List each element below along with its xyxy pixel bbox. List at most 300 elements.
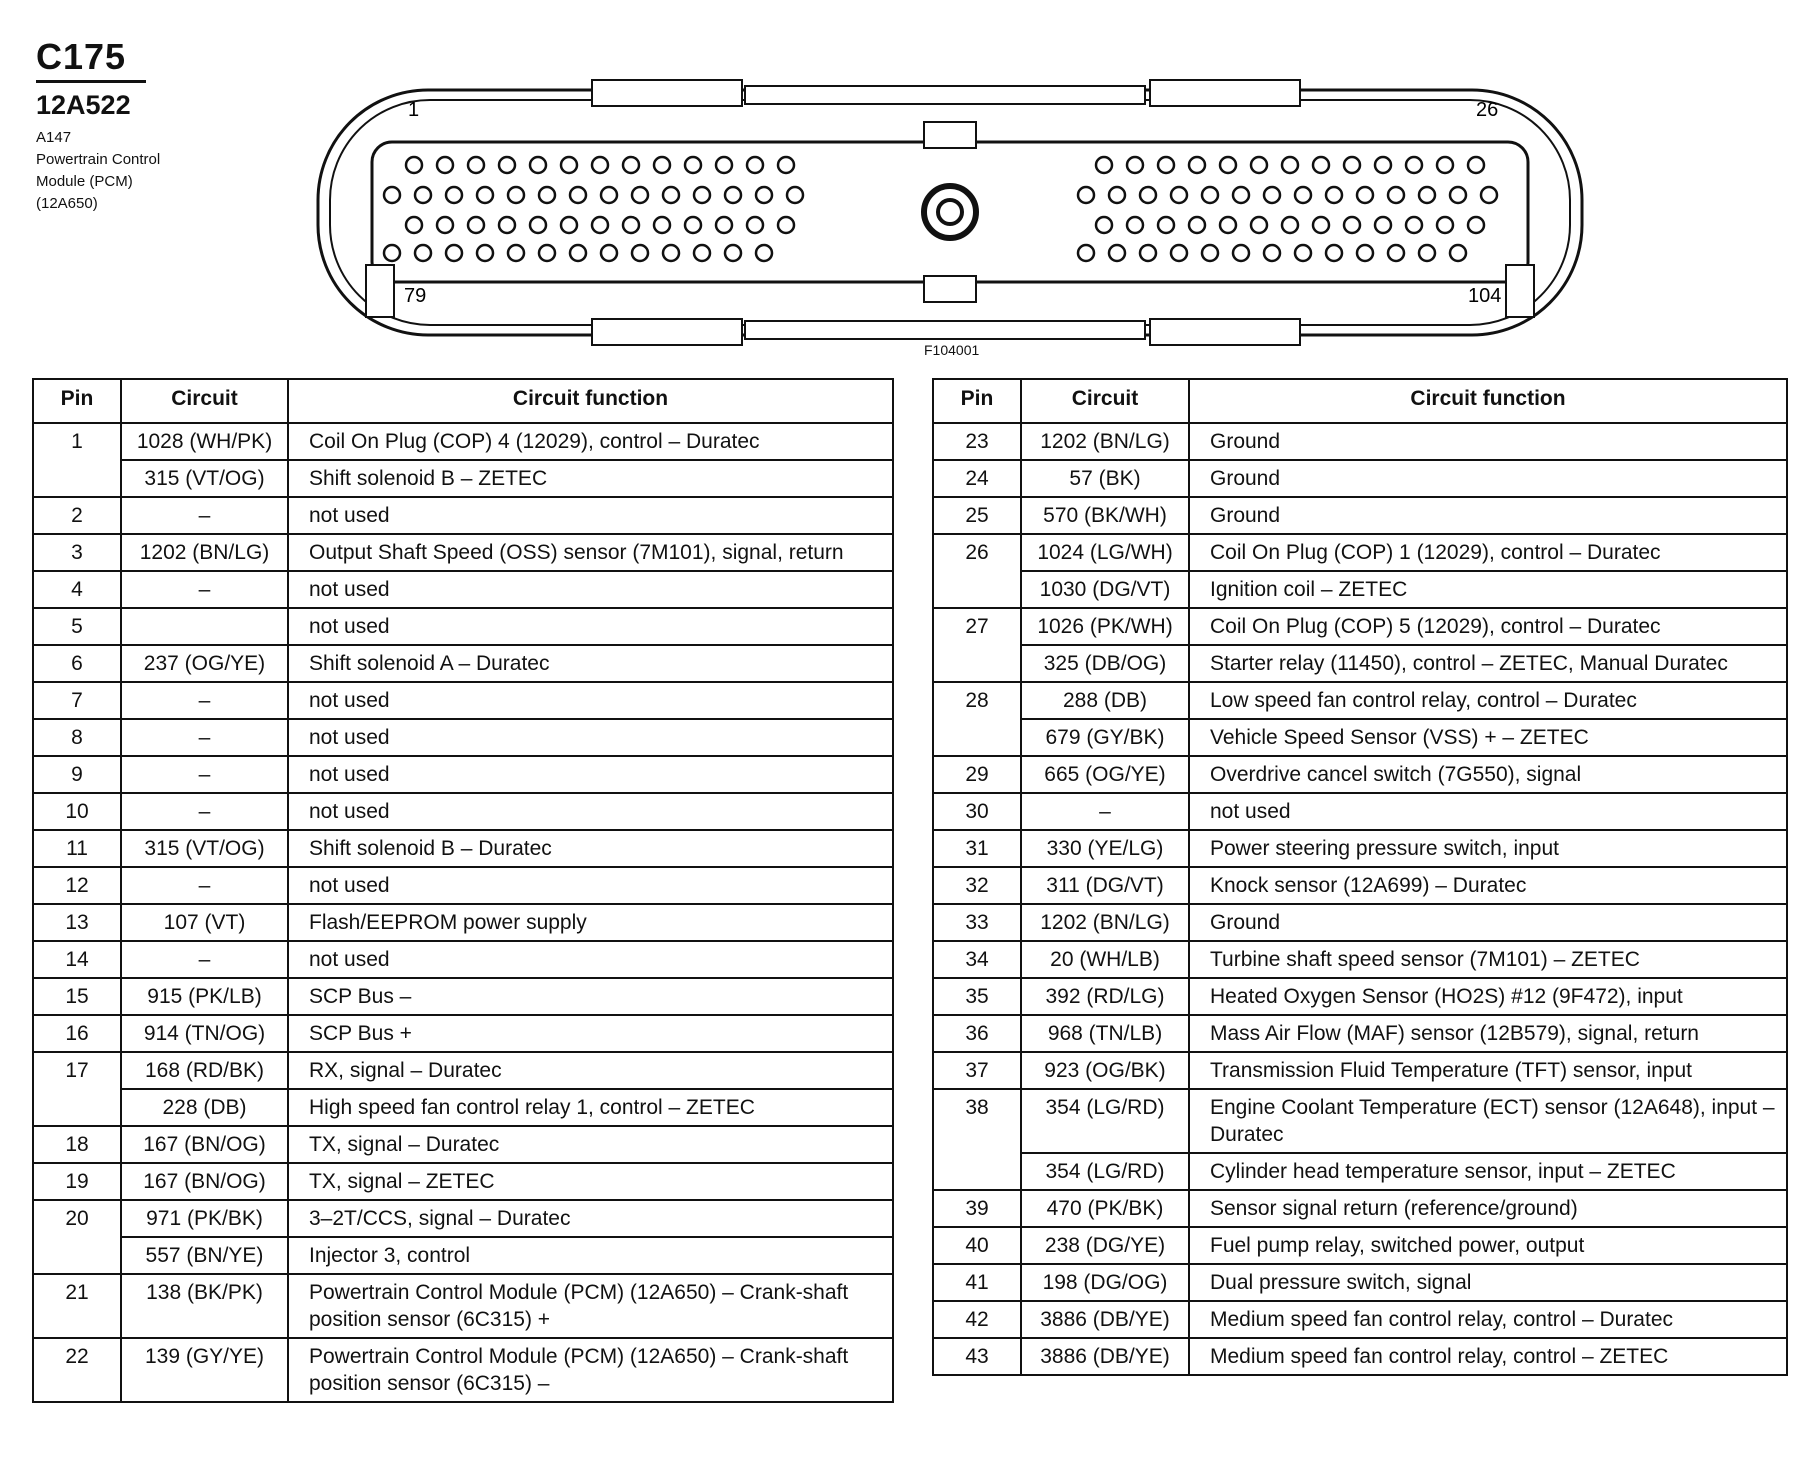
table-row bbox=[33, 423, 893, 460]
circuit-cell: 1202 (BN/LG) bbox=[1021, 904, 1189, 941]
function-cell: RX, signal – Duratec bbox=[288, 1052, 893, 1089]
pin-hole bbox=[1264, 187, 1280, 203]
pin-hole bbox=[1375, 217, 1391, 233]
circuit-cell: – bbox=[121, 793, 288, 830]
circuit-cell: 1030 (DG/VT) bbox=[1021, 571, 1189, 608]
pin-table-left bbox=[32, 378, 894, 1403]
pin-hole bbox=[530, 157, 546, 173]
circuit-cell: 315 (VT/OG) bbox=[121, 460, 288, 497]
table-row bbox=[933, 978, 1787, 1015]
pin-cell: 5 bbox=[33, 608, 121, 645]
pin-hole bbox=[685, 217, 701, 233]
circuit-cell: 1024 (LG/WH) bbox=[1021, 534, 1189, 571]
pin-cell: 4 bbox=[33, 571, 121, 608]
pin-cell: 29 bbox=[933, 756, 1021, 793]
pin-cell: 33 bbox=[933, 904, 1021, 941]
circuit-cell: 914 (TN/OG) bbox=[121, 1015, 288, 1052]
pin-hole bbox=[1233, 187, 1249, 203]
table-row bbox=[933, 1338, 1787, 1375]
function-cell: Sensor signal return (reference/ground) bbox=[1189, 1190, 1787, 1227]
pin-hole bbox=[1158, 157, 1174, 173]
table-row bbox=[933, 645, 1787, 682]
pin-hole bbox=[437, 157, 453, 173]
circuit-cell: 392 (RD/LG) bbox=[1021, 978, 1189, 1015]
module-description bbox=[36, 127, 236, 215]
function-cell: Ground bbox=[1189, 423, 1787, 460]
pin-hole bbox=[437, 217, 453, 233]
circuit-cell: 198 (DG/OG) bbox=[1021, 1264, 1189, 1301]
circuit-cell: 238 (DG/YE) bbox=[1021, 1227, 1189, 1264]
pin-hole bbox=[1140, 245, 1156, 261]
table-header-row bbox=[933, 379, 1787, 423]
circuit-cell: 228 (DB) bbox=[121, 1089, 288, 1126]
function-cell: not used bbox=[288, 719, 893, 756]
pin-cell: 37 bbox=[933, 1052, 1021, 1089]
pin-hole bbox=[592, 217, 608, 233]
pin-hole bbox=[1140, 187, 1156, 203]
function-cell: Dual pressure switch, signal bbox=[1189, 1264, 1787, 1301]
pin-cell: 10 bbox=[33, 793, 121, 830]
function-cell: Shift solenoid B – ZETEC bbox=[288, 460, 893, 497]
table-row bbox=[933, 423, 1787, 460]
latch bbox=[592, 319, 742, 345]
pin-cell: 26 bbox=[933, 534, 1021, 608]
function-cell: SCP Bus – bbox=[288, 978, 893, 1015]
pin-hole bbox=[1468, 157, 1484, 173]
pin-hole bbox=[499, 157, 515, 173]
pin-cell: 28 bbox=[933, 682, 1021, 756]
circuit-cell: 107 (VT) bbox=[121, 904, 288, 941]
pin-cell: 41 bbox=[933, 1264, 1021, 1301]
table-row bbox=[33, 645, 893, 682]
description-line: A147 bbox=[36, 129, 72, 146]
pin-hole bbox=[1096, 157, 1112, 173]
pin-hole bbox=[1189, 157, 1205, 173]
pin-cell: 20 bbox=[33, 1200, 121, 1274]
pin-cell: 39 bbox=[933, 1190, 1021, 1227]
pin-hole bbox=[1419, 187, 1435, 203]
pin-cell: 17 bbox=[33, 1052, 121, 1126]
pin-hole bbox=[1109, 187, 1125, 203]
pin-hole bbox=[1282, 157, 1298, 173]
function-cell: Heated Oxygen Sensor (HO2S) #12 (9F472), input bbox=[1189, 978, 1787, 1015]
function-cell: Powertrain Control Module (PCM) (12A650) – Crank-shaft position sensor (6C315) + bbox=[288, 1274, 893, 1338]
pin-cell: 40 bbox=[933, 1227, 1021, 1264]
circuit-cell: 3886 (DB/YE) bbox=[1021, 1301, 1189, 1338]
pin-cell: 42 bbox=[933, 1301, 1021, 1338]
pin-hole bbox=[1251, 217, 1267, 233]
circuit-cell: 1026 (PK/WH) bbox=[1021, 608, 1189, 645]
function-cell: 3–2T/CCS, signal – Duratec bbox=[288, 1200, 893, 1237]
pin-hole bbox=[477, 187, 493, 203]
pin-hole bbox=[1419, 245, 1435, 261]
table-row bbox=[933, 793, 1787, 830]
pin-hole bbox=[1406, 157, 1422, 173]
circuit-cell: – bbox=[121, 941, 288, 978]
function-cell: Cylinder head temperature sensor, input – ZETEC bbox=[1189, 1153, 1787, 1190]
pin-hole bbox=[1189, 217, 1205, 233]
circuit-cell: – bbox=[121, 497, 288, 534]
function-cell: Injector 3, control bbox=[288, 1237, 893, 1274]
table-row bbox=[933, 497, 1787, 534]
pin-cell: 1 bbox=[33, 423, 121, 497]
circuit-cell: 237 (OG/YE) bbox=[121, 645, 288, 682]
circuit-cell: 315 (VT/OG) bbox=[121, 830, 288, 867]
right-corner-key bbox=[1506, 265, 1534, 317]
table-row bbox=[933, 1015, 1787, 1052]
top-key bbox=[924, 122, 976, 148]
pin-hole bbox=[778, 157, 794, 173]
pin-hole bbox=[716, 157, 732, 173]
function-cell: Engine Coolant Temperature (ECT) sensor (12A648), input – Duratec bbox=[1189, 1089, 1787, 1153]
circuit-cell: 325 (DB/OG) bbox=[1021, 645, 1189, 682]
table-row bbox=[33, 682, 893, 719]
pin-hole bbox=[1326, 187, 1342, 203]
pin-hole bbox=[1357, 245, 1373, 261]
circuit-cell: 1028 (WH/PK) bbox=[121, 423, 288, 460]
pin-header: Pin bbox=[33, 379, 121, 423]
pin-hole bbox=[756, 245, 772, 261]
circuit-cell: 20 (WH/LB) bbox=[1021, 941, 1189, 978]
circuit-cell: 3886 (DB/YE) bbox=[1021, 1338, 1189, 1375]
circuit-cell: – bbox=[121, 682, 288, 719]
description-line: (12A650) bbox=[36, 195, 98, 212]
pin-hole bbox=[1388, 245, 1404, 261]
pin-cell: 25 bbox=[933, 497, 1021, 534]
connector-id: C175 bbox=[36, 36, 127, 77]
table-row bbox=[33, 941, 893, 978]
function-cell: Coil On Plug (COP) 1 (12029), control – Duratec bbox=[1189, 534, 1787, 571]
circuit-cell: – bbox=[1021, 793, 1189, 830]
pin-hole bbox=[530, 217, 546, 233]
function-cell: not used bbox=[288, 867, 893, 904]
function-header: Circuit function bbox=[288, 379, 893, 423]
description-line: Module (PCM) bbox=[36, 173, 133, 190]
pin-cell: 23 bbox=[933, 423, 1021, 460]
pin-hole bbox=[1406, 217, 1422, 233]
circuit-header: Circuit bbox=[1021, 379, 1189, 423]
header-rule bbox=[36, 80, 146, 83]
table-header-row bbox=[33, 379, 893, 423]
function-cell: Ground bbox=[1189, 497, 1787, 534]
function-cell: Ground bbox=[1189, 460, 1787, 497]
pin-hole bbox=[1251, 157, 1267, 173]
pin-hole bbox=[623, 157, 639, 173]
pin-hole bbox=[1127, 217, 1143, 233]
circuit-cell: 915 (PK/LB) bbox=[121, 978, 288, 1015]
function-cell: Ignition coil – ZETEC bbox=[1189, 571, 1787, 608]
circuit-cell: 923 (OG/BK) bbox=[1021, 1052, 1189, 1089]
pin-hole bbox=[570, 245, 586, 261]
pin-cell: 14 bbox=[33, 941, 121, 978]
circuit-cell: 288 (DB) bbox=[1021, 682, 1189, 719]
pin-hole bbox=[384, 187, 400, 203]
table-row bbox=[933, 756, 1787, 793]
function-cell: TX, signal – ZETEC bbox=[288, 1163, 893, 1200]
circuit-cell: 311 (DG/VT) bbox=[1021, 867, 1189, 904]
latch-rail bbox=[745, 321, 1145, 339]
function-cell: TX, signal – Duratec bbox=[288, 1126, 893, 1163]
pin-hole bbox=[1313, 217, 1329, 233]
function-cell: Flash/EEPROM power supply bbox=[288, 904, 893, 941]
table-row bbox=[33, 1089, 893, 1126]
table-row bbox=[933, 682, 1787, 719]
pin-hole bbox=[477, 245, 493, 261]
pin-cell: 24 bbox=[933, 460, 1021, 497]
pin-hole bbox=[1313, 157, 1329, 173]
circuit-cell: 168 (RD/BK) bbox=[121, 1052, 288, 1089]
table-row bbox=[33, 793, 893, 830]
pin-hole bbox=[384, 245, 400, 261]
pin-hole bbox=[1450, 245, 1466, 261]
pin-hole bbox=[778, 217, 794, 233]
pin-cell: 30 bbox=[933, 793, 1021, 830]
left-corner-key bbox=[366, 265, 394, 317]
table-row bbox=[33, 1274, 893, 1338]
pin-hole bbox=[1481, 187, 1497, 203]
function-cell: not used bbox=[288, 793, 893, 830]
table-row bbox=[33, 867, 893, 904]
circuit-cell: 570 (BK/WH) bbox=[1021, 497, 1189, 534]
pin-hole bbox=[539, 245, 555, 261]
table-row bbox=[933, 460, 1787, 497]
pin-hole bbox=[787, 187, 803, 203]
circuit-cell: – bbox=[121, 719, 288, 756]
pin-hole bbox=[663, 245, 679, 261]
latch bbox=[1150, 80, 1300, 106]
function-cell: not used bbox=[288, 756, 893, 793]
pin-hole bbox=[632, 187, 648, 203]
pin-hole bbox=[592, 157, 608, 173]
function-cell: Medium speed fan control relay, control – ZETEC bbox=[1189, 1338, 1787, 1375]
pin-hole bbox=[415, 245, 431, 261]
pin-hole bbox=[716, 217, 732, 233]
function-cell: Knock sensor (12A699) – Duratec bbox=[1189, 867, 1787, 904]
pin-hole bbox=[725, 245, 741, 261]
function-cell: Vehicle Speed Sensor (VSS) + – ZETEC bbox=[1189, 719, 1787, 756]
pin-hole bbox=[1344, 217, 1360, 233]
circuit-cell: – bbox=[121, 756, 288, 793]
pin-hole bbox=[1264, 245, 1280, 261]
table-row bbox=[33, 1200, 893, 1237]
pin-hole bbox=[663, 187, 679, 203]
pin-hole bbox=[468, 217, 484, 233]
table-row bbox=[933, 571, 1787, 608]
pin-hole bbox=[1468, 217, 1484, 233]
circuit-cell: 1202 (BN/LG) bbox=[1021, 423, 1189, 460]
function-cell: Shift solenoid A – Duratec bbox=[288, 645, 893, 682]
pin-cell: 22 bbox=[33, 1338, 121, 1402]
pin-hole bbox=[1127, 157, 1143, 173]
function-cell: Powertrain Control Module (PCM) (12A650) – Crank-shaft position sensor (6C315) – bbox=[288, 1338, 893, 1402]
pin-hole bbox=[1375, 157, 1391, 173]
pin-hole bbox=[1171, 187, 1187, 203]
pin-hole bbox=[1096, 217, 1112, 233]
circuit-cell: 665 (OG/YE) bbox=[1021, 756, 1189, 793]
circuit-header: Circuit bbox=[121, 379, 288, 423]
top-latches bbox=[592, 80, 1300, 106]
pin-cell: 18 bbox=[33, 1126, 121, 1163]
pin-hole bbox=[1326, 245, 1342, 261]
pin-hole bbox=[694, 245, 710, 261]
pin-hole bbox=[539, 187, 555, 203]
circuit-cell: 330 (YE/LG) bbox=[1021, 830, 1189, 867]
pin-hole bbox=[1450, 187, 1466, 203]
pin-hole bbox=[601, 245, 617, 261]
pin-hole bbox=[561, 157, 577, 173]
function-cell: Medium speed fan control relay, control – Duratec bbox=[1189, 1301, 1787, 1338]
function-cell: Fuel pump relay, switched power, output bbox=[1189, 1227, 1787, 1264]
pin-hole bbox=[1357, 187, 1373, 203]
pin-hole bbox=[508, 245, 524, 261]
pin-hole bbox=[654, 217, 670, 233]
table-row bbox=[33, 1015, 893, 1052]
function-cell: Output Shaft Speed (OSS) sensor (7M101), signal, return bbox=[288, 534, 893, 571]
pin-hole bbox=[654, 157, 670, 173]
pin-hole bbox=[1202, 245, 1218, 261]
pin-hole bbox=[756, 187, 772, 203]
pin-hole bbox=[601, 187, 617, 203]
circuit-cell: – bbox=[121, 867, 288, 904]
pin-cell: 31 bbox=[933, 830, 1021, 867]
pin-label-bottom-left: 79 bbox=[404, 285, 427, 307]
circuit-cell: 167 (BN/OG) bbox=[121, 1163, 288, 1200]
pin-hole bbox=[499, 217, 515, 233]
function-cell: not used bbox=[288, 682, 893, 719]
table-row bbox=[33, 1237, 893, 1274]
center-bolt-inner bbox=[938, 200, 962, 224]
pin-cell: 43 bbox=[933, 1338, 1021, 1375]
table-row bbox=[933, 830, 1787, 867]
latch bbox=[1150, 319, 1300, 345]
pin-hole bbox=[725, 187, 741, 203]
pin-cell: 3 bbox=[33, 534, 121, 571]
pin-cell: 21 bbox=[33, 1274, 121, 1338]
table-row bbox=[33, 719, 893, 756]
pin-cell: 9 bbox=[33, 756, 121, 793]
pin-hole bbox=[685, 157, 701, 173]
pin-hole bbox=[1344, 157, 1360, 173]
table-row bbox=[33, 756, 893, 793]
pin-hole bbox=[1109, 245, 1125, 261]
function-cell: Transmission Fluid Temperature (TFT) sensor, input bbox=[1189, 1052, 1787, 1089]
table-row bbox=[33, 534, 893, 571]
pin-hole bbox=[508, 187, 524, 203]
pin-label-top-left: 1 bbox=[408, 99, 420, 121]
connector-header bbox=[36, 36, 236, 215]
table-row bbox=[933, 1227, 1787, 1264]
table-row bbox=[933, 1052, 1787, 1089]
connector-face-diagram bbox=[300, 70, 1600, 350]
bottom-key bbox=[924, 276, 976, 302]
pin-cell: 27 bbox=[933, 608, 1021, 682]
pin-cell: 8 bbox=[33, 719, 121, 756]
pin-hole bbox=[747, 157, 763, 173]
pin-cell: 11 bbox=[33, 830, 121, 867]
pin-hole bbox=[1220, 157, 1236, 173]
pin-hole bbox=[1295, 187, 1311, 203]
pin-cell: 32 bbox=[933, 867, 1021, 904]
function-cell: Mass Air Flow (MAF) sensor (12B579), signal, return bbox=[1189, 1015, 1787, 1052]
pin-header: Pin bbox=[933, 379, 1021, 423]
table-row bbox=[33, 1338, 893, 1402]
pin-hole bbox=[1078, 187, 1094, 203]
function-cell: Low speed fan control relay, control – Duratec bbox=[1189, 682, 1787, 719]
table-row bbox=[33, 497, 893, 534]
pin-hole bbox=[1233, 245, 1249, 261]
table-row bbox=[933, 1301, 1787, 1338]
function-cell: Coil On Plug (COP) 5 (12029), control – Duratec bbox=[1189, 608, 1787, 645]
circuit-cell: 968 (TN/LB) bbox=[1021, 1015, 1189, 1052]
table-row bbox=[933, 941, 1787, 978]
pin-cell: 15 bbox=[33, 978, 121, 1015]
pin-hole bbox=[1078, 245, 1094, 261]
pin-table-right bbox=[932, 378, 1788, 1376]
function-cell: Ground bbox=[1189, 904, 1787, 941]
circuit-cell: 139 (GY/YE) bbox=[121, 1338, 288, 1402]
pin-hole bbox=[1158, 217, 1174, 233]
function-cell: not used bbox=[288, 941, 893, 978]
circuit-cell bbox=[121, 608, 288, 645]
function-cell: not used bbox=[288, 497, 893, 534]
figure-id: F104001 bbox=[924, 342, 980, 358]
circuit-cell: 138 (BK/PK) bbox=[121, 1274, 288, 1338]
pin-hole bbox=[747, 217, 763, 233]
pin-cell: 36 bbox=[933, 1015, 1021, 1052]
table-row bbox=[933, 1089, 1787, 1153]
pin-hole bbox=[1437, 157, 1453, 173]
pin-hole bbox=[468, 157, 484, 173]
circuit-cell: 470 (PK/BK) bbox=[1021, 1190, 1189, 1227]
table-row bbox=[933, 904, 1787, 941]
circuit-cell: – bbox=[121, 571, 288, 608]
circuit-cell: 167 (BN/OG) bbox=[121, 1126, 288, 1163]
part-number: 12A522 bbox=[36, 90, 131, 120]
table-row bbox=[933, 867, 1787, 904]
function-cell: not used bbox=[288, 571, 893, 608]
table-row bbox=[933, 1190, 1787, 1227]
pin-hole bbox=[570, 187, 586, 203]
pin-cell: 7 bbox=[33, 682, 121, 719]
pin-cell: 16 bbox=[33, 1015, 121, 1052]
pin-cell: 34 bbox=[933, 941, 1021, 978]
pin-label-bottom-right: 104 bbox=[1468, 285, 1502, 307]
pin-hole bbox=[1437, 217, 1453, 233]
function-cell: not used bbox=[288, 608, 893, 645]
pin-cell: 35 bbox=[933, 978, 1021, 1015]
pin-cell: 19 bbox=[33, 1163, 121, 1200]
function-header: Circuit function bbox=[1189, 379, 1787, 423]
circuit-cell: 354 (LG/RD) bbox=[1021, 1089, 1189, 1153]
table-row bbox=[933, 719, 1787, 756]
function-cell: Overdrive cancel switch (7G550), signal bbox=[1189, 756, 1787, 793]
pin-hole bbox=[1202, 187, 1218, 203]
pin-hole bbox=[561, 217, 577, 233]
table-row bbox=[33, 904, 893, 941]
table-row bbox=[933, 534, 1787, 571]
function-cell: High speed fan control relay 1, control – ZETEC bbox=[288, 1089, 893, 1126]
pin-hole bbox=[1171, 245, 1187, 261]
latch-rail bbox=[745, 86, 1145, 104]
pin-cell: 2 bbox=[33, 497, 121, 534]
table-row bbox=[33, 978, 893, 1015]
pin-hole bbox=[694, 187, 710, 203]
circuit-cell: 354 (LG/RD) bbox=[1021, 1153, 1189, 1190]
table-row bbox=[33, 460, 893, 497]
pin-hole bbox=[632, 245, 648, 261]
pin-hole bbox=[406, 157, 422, 173]
pin-hole bbox=[1295, 245, 1311, 261]
